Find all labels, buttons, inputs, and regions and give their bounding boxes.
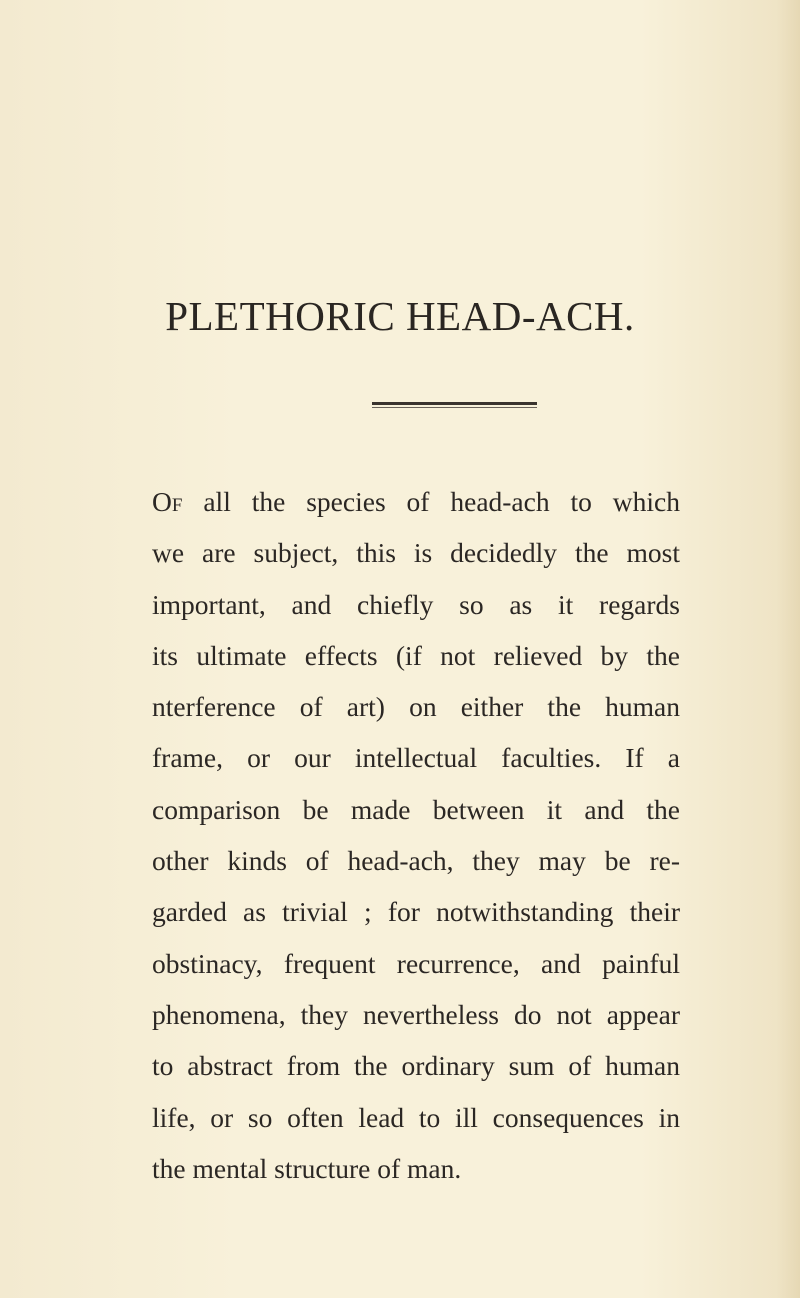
text-line-6: frame, or our intellectual faculties. If a: [152, 742, 680, 774]
text-line-13: life, or so often lead to ill consequences in: [152, 1101, 680, 1133]
title-rule: [372, 402, 537, 405]
lead-word: Of: [152, 486, 183, 517]
text-line-5: nterference of art) on either the human: [152, 691, 680, 723]
title-rule-thin: [372, 407, 537, 408]
text-line-12: to abstract from the ordinary sum of human: [152, 1050, 680, 1082]
text-line-14: the mental structure of man.: [152, 1152, 462, 1184]
text-line-4: its ultimate effects (if not relieved by the: [152, 639, 680, 671]
text-line-3: important, and chiefly so as it regards: [152, 588, 680, 620]
text-line-11: phenomena, they nevertheless do not appear: [152, 998, 680, 1030]
text-line-7: comparison be made between it and the: [152, 793, 680, 825]
body-paragraph: [152, 476, 680, 1194]
text-line-9: garded as trivial ; for notwithstanding their: [152, 896, 680, 928]
text-line-8: other kinds of head-ach, they may be re-: [152, 845, 680, 877]
text-line-1: Of all the species of head-ach to which: [152, 486, 680, 517]
chapter-title: PLETHORIC HEAD-ACH.: [165, 293, 635, 339]
text-line-10: obstinacy, frequent recurrence, and painful: [152, 947, 680, 979]
text-line-2: we are subject, this is decidedly the most: [152, 537, 680, 569]
